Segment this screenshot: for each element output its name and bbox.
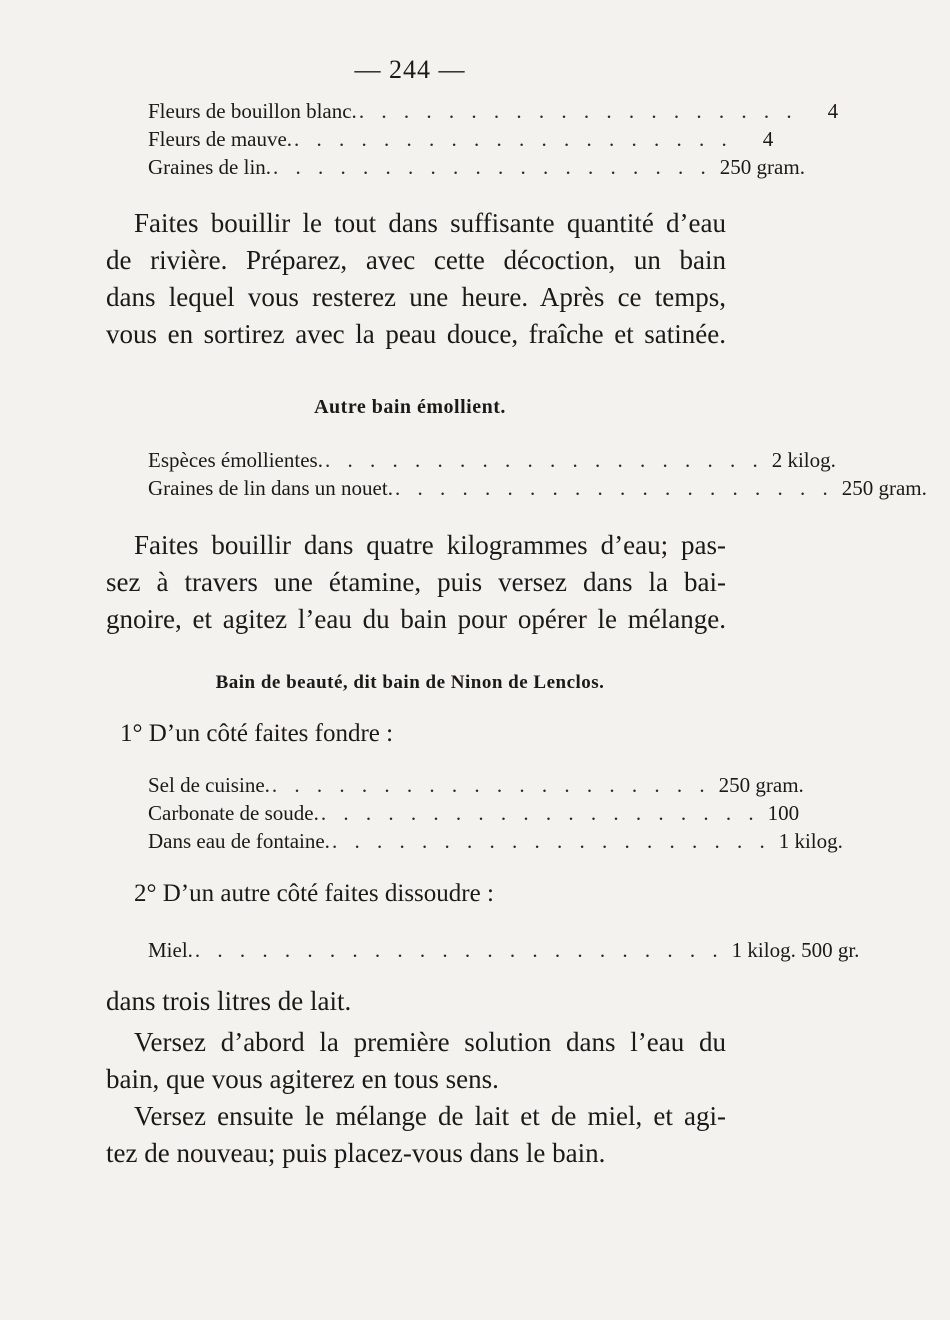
list-item [148, 771, 804, 799]
list-item [148, 474, 927, 502]
text-line: de rivière. Préparez, avec cette décoction, un bain [106, 245, 726, 275]
ingredient-quantity: 2 kilog. [771, 448, 836, 472]
ingredient-name: Carbonate de soude. [148, 801, 319, 825]
ingredient-quantity: 1 kilog. 500 gr. [731, 938, 860, 962]
paragraph-instructions-1 [106, 205, 726, 353]
text-line: Faites bouillir le tout dans suffisante quantité d’eau [134, 208, 726, 238]
ingredient-name: Espèces émollientes. [148, 448, 323, 472]
ingredient-quantity: 250 gram. [841, 476, 927, 500]
leader-dots: . . . . . . . . . . . . . . . . . . . . [273, 155, 712, 179]
text-line: Versez ensuite le mélange de lait et de miel, et agi- [134, 1101, 726, 1131]
leader-dots: . . . . . . . . . . . . . . . . . . . . [358, 99, 798, 123]
section-heading: Bain de beauté, dit bain de Ninon de Lenclos. [215, 672, 605, 693]
ingredient-quantity: 4 [827, 99, 839, 123]
ingredient-list-3 [148, 771, 843, 855]
list-item [148, 97, 839, 125]
ingredient-quantity: 100 [767, 801, 800, 825]
text-line: Versez d’abord la première solution dans l’eau du [134, 1027, 726, 1057]
list-item [148, 799, 800, 827]
ingredient-quantity: 4 [762, 127, 774, 151]
paragraph-instructions-3 [106, 983, 726, 1020]
text-line: dans trois litres de lait. [106, 986, 352, 1016]
ingredient-name: Fleurs de bouillon blanc. [148, 99, 357, 123]
leader-dots: . . . . . . . . . . . . . . . . . . . . . . . . [194, 938, 724, 962]
ingredient-name: Fleurs de mauve. [148, 127, 293, 151]
step-heading: 2° D’un autre côté faites dissoudre : [134, 880, 494, 907]
paragraph-instructions-2 [106, 527, 726, 638]
list-item [148, 125, 774, 153]
text-line: sez à travers une étamine, puis versez dans la bai- [106, 567, 726, 597]
step-heading: 1° D’un côté faites fondre : [120, 720, 394, 747]
list-item [148, 936, 860, 964]
text-line: vous en sortirez avec la peau douce, fraîche et satinée. [106, 319, 726, 349]
list-item [148, 827, 843, 855]
leader-dots: . . . . . . . . . . . . . . . . . . . . [271, 773, 711, 797]
ingredient-name: Dans eau de fontaine. [148, 829, 330, 853]
page-number: — 244 — [354, 55, 466, 84]
leader-dots: . . . . . . . . . . . . . . . . . . . . [394, 476, 834, 500]
text-line: tez de nouveau; puis placez-vous dans le bain. [106, 1138, 606, 1168]
ingredient-quantity: 250 gram. [719, 155, 805, 179]
text-line: dans lequel vous resterez une heure. Après ce temps, [106, 282, 726, 312]
paragraph-instructions-5 [106, 1098, 726, 1172]
text-line: bain, que vous agiterez en tous sens. [106, 1064, 499, 1094]
list-item [148, 153, 805, 181]
leader-dots: . . . . . . . . . . . . . . . . . . . . [331, 829, 771, 853]
ingredient-list-1 [148, 97, 839, 181]
ingredient-quantity: 1 kilog. [778, 829, 843, 853]
section-heading: Autre bain émollient. [314, 396, 506, 418]
ingredient-quantity: 250 gram. [718, 773, 804, 797]
paragraph-instructions-4 [106, 1024, 726, 1098]
ingredient-name: Graines de lin dans un nouet. [148, 476, 393, 500]
text-line: gnoire, et agitez l’eau du bain pour opérer le mélange. [106, 604, 726, 634]
ingredient-name: Graines de lin. [148, 155, 272, 179]
ingredient-name: Sel de cuisine. [148, 773, 270, 797]
ingredient-list-2 [148, 446, 927, 502]
text-line: Faites bouillir dans quatre kilogrammes d’eau; pas- [134, 530, 726, 560]
ingredient-name: Miel. [148, 938, 193, 962]
list-item [148, 446, 836, 474]
leader-dots: . . . . . . . . . . . . . . . . . . . . [320, 801, 760, 825]
ingredient-list-4 [148, 936, 860, 964]
leader-dots: . . . . . . . . . . . . . . . . . . . . [294, 127, 733, 151]
leader-dots: . . . . . . . . . . . . . . . . . . . . [324, 448, 764, 472]
